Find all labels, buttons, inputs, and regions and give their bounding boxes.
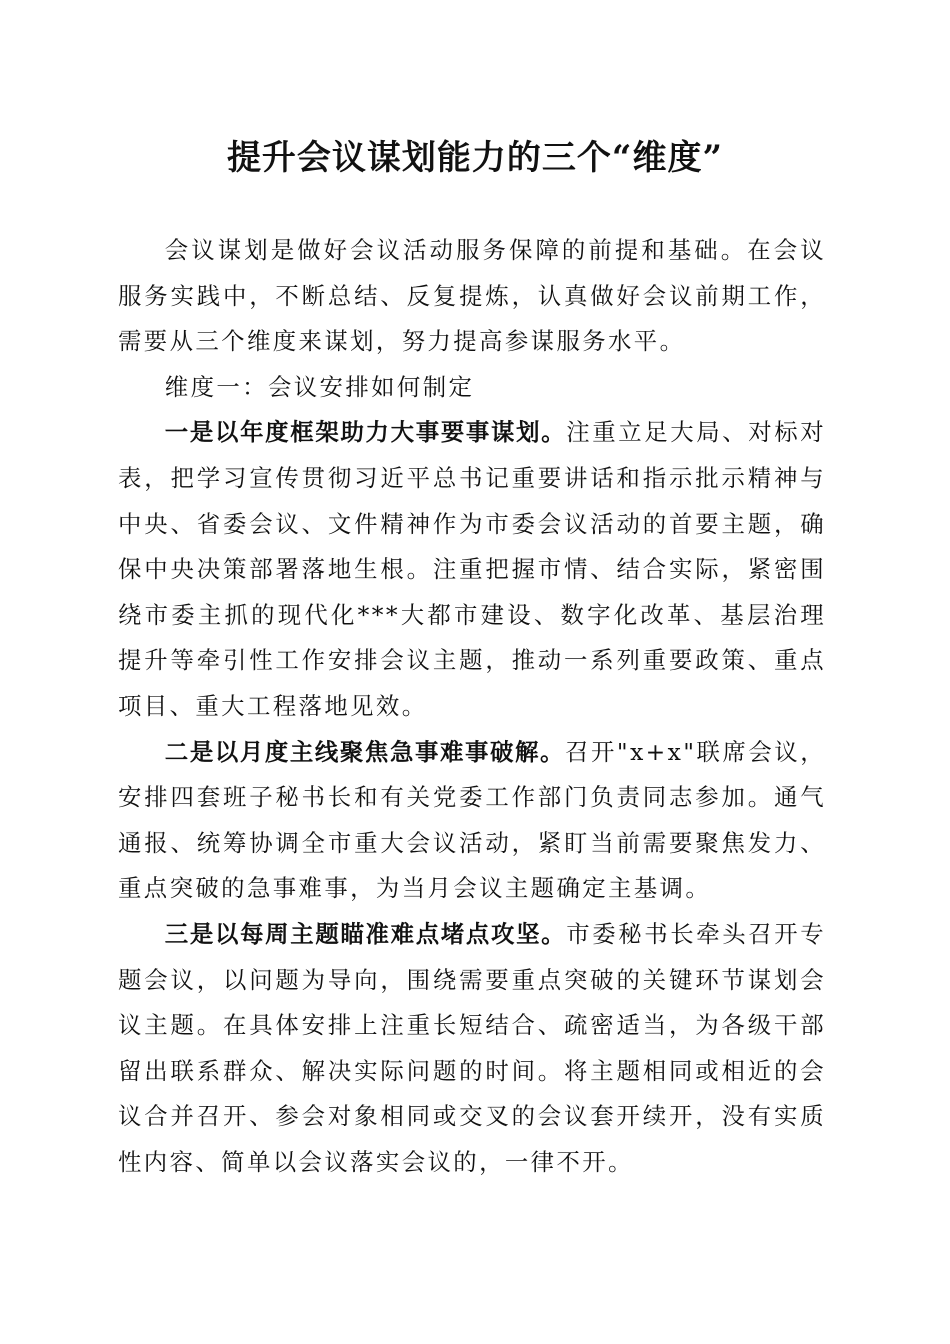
paragraph-weekly-topic — [118, 912, 826, 1186]
paragraph-lead: 三是以每周主题瞄准难点堵点攻坚。 — [164, 919, 567, 948]
paragraph-text: 市委秘书长牵头召开专题会议，以问题为导向，围绕需要重点突破的关键环节谋划会议主题。在具体安排上注重长短结合、疏密适当，为各级干部留出联系群众、解决实际问题的时间。将主题相同或相近的会议合并召开、参会对象相同或交叉的会议套开续开，没有实质性内容、简单以会议落实会议的，一律不开。 — [118, 919, 827, 1176]
document-body — [118, 228, 826, 1185]
paragraph-lead: 一是以年度框架助力大事要事谋划。 — [164, 418, 567, 447]
paragraph-monthly-mainline — [118, 730, 826, 912]
section-heading: 维度一：会议安排如何制定 — [164, 372, 475, 401]
paragraph-text: 注重立足大局、对标对表，把学习宣传贯彻习近平总书记重要讲话和指示批示精神与中央、省委会议、文件精神作为市委会议活动的首要主题，确保中央决策部署落地生根。注重把握市情、结合实际，紧密围绕市委主抓的现代化***大都市建设、数字化改革、基层治理提升等牵引性工作安排会议主题，推动一系列重要政策、重点项目、重大工程落地见效。 — [118, 418, 827, 720]
paragraph-lead: 二是以月度主线聚焦急事难事破解。 — [164, 737, 566, 766]
intro-paragraph: 会议谋划是做好会议活动服务保障的前提和基础。在会议服务实践中，不断总结、反复提炼，认真做好会议前期工作，需要从三个维度来谋划，努力提高参谋服务水平。 — [118, 236, 826, 356]
document-title: 提升会议谋划能力的三个“维度” — [226, 138, 724, 178]
paragraph-text: 召开"x+x"联席会议，安排四套班子秘书长和有关党委工作部门负责同志参加。通气通报、统筹协调全市重大会议活动，紧盯当前需要聚焦发力、重点突破的急事难事，为当月会议主题确定主基调。 — [118, 737, 826, 903]
paragraph-annual-framework — [118, 410, 826, 729]
